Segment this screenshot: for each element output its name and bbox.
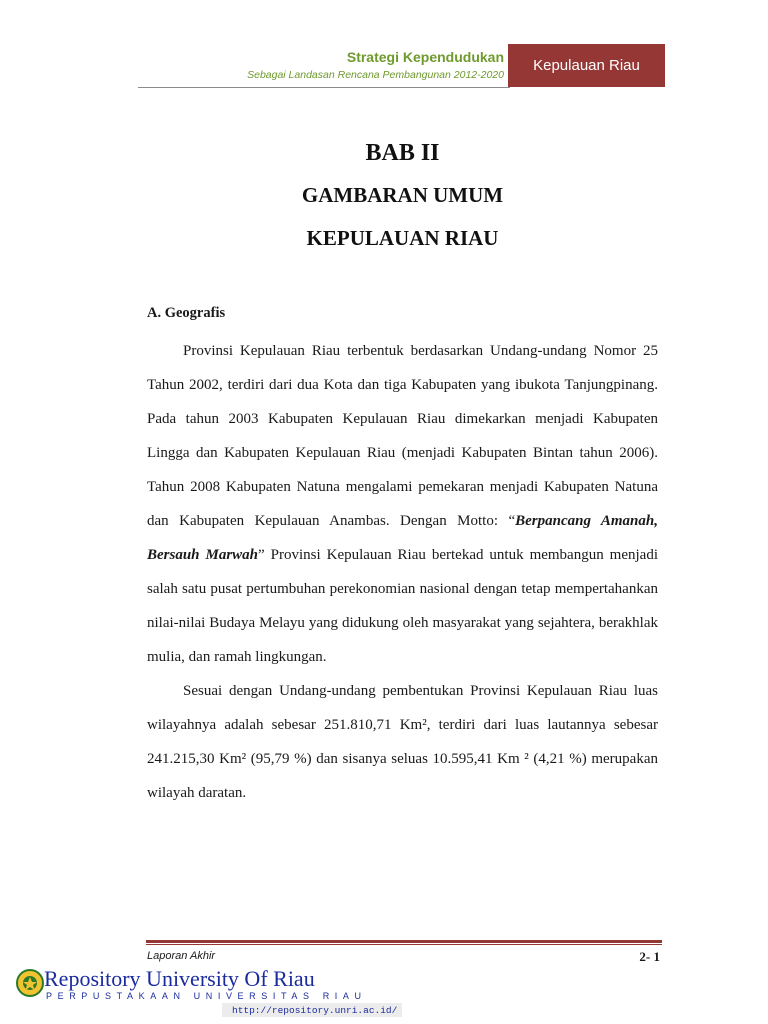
chapter-title-line2: KEPULAUAN RIAU <box>306 226 499 250</box>
motto-text: Berpancang Amanah, Bersauh Marwah <box>147 513 658 563</box>
paragraph-1-text-b: ” Provinsi Kepulauan Riau bertekad untuk membangun menjadi salah satu pusat pertumbuhan perekonomian nasional dengan tetap mempertahankan nilai-nilai Budaya Melayu yang didukung oleh masyarakat yang sejahtera, berakhlak mulia, dan ramah lingkungan. <box>147 547 658 665</box>
paragraph-1-text-a: Provinsi Kepulauan Riau terbentuk berdasarkan Undang-undang Nomor 25 Tahun 2002, terdiri dari dua Kota dan tiga Kabupaten yang ibukota Tanjungpinang. Pada tahun 2003 Kabupaten Kepulauan Riau dimekarkan menjadi Kabupaten Lingga dan Kabupaten Kepulauan Riau (menjadi Kabupaten Bintan tahun 2006). Tahun 2008 Kabupaten Natuna mengalami pemekaran menjadi Kabupaten Natuna dan Kabupaten Kepulauan Anambas. Dengan Motto: “ <box>147 343 658 529</box>
paragraph-2: Sesuai dengan Undang-undang pembentukan Provinsi Kepulauan Riau luas wilayahnya adalah sebesar 251.810,71 Km², terdiri dari luas lautannya sebesar 241.215,30 Km² (95,79 %) dan sisanya seluas 10.595,41 Km ² (4,21 %) merupakan wilayah daratan. <box>147 683 658 801</box>
header-subtitle: Sebagai Landasan Rencana Pembangunan 2012-2020 <box>247 69 504 81</box>
chapter-number: BAB II <box>365 140 440 166</box>
header-title: Strategi Kependudukan <box>346 49 504 65</box>
header-region-label: Kepulauan Riau <box>508 44 665 87</box>
section-heading: A. Geografis <box>147 305 226 321</box>
repository-subtitle: PERPUSTAKAAN UNIVERSITAS RIAU <box>46 991 367 1001</box>
footer-report-label: Laporan Akhir <box>147 950 216 962</box>
repository-title: Repository University Of Riau <box>44 966 315 991</box>
chapter-title-line1: GAMBARAN UMUM <box>301 183 504 207</box>
repository-url-link[interactable]: http://repository.unri.ac.id/ <box>222 1003 402 1017</box>
footer-divider-thick <box>146 940 662 943</box>
paragraph-1 <box>147 334 658 674</box>
footer-divider-thin <box>146 944 662 945</box>
page-number: 2- 1 <box>639 949 660 964</box>
running-header <box>140 48 504 82</box>
section-body <box>147 334 658 810</box>
header-divider <box>138 87 510 88</box>
university-seal-icon <box>15 968 45 998</box>
